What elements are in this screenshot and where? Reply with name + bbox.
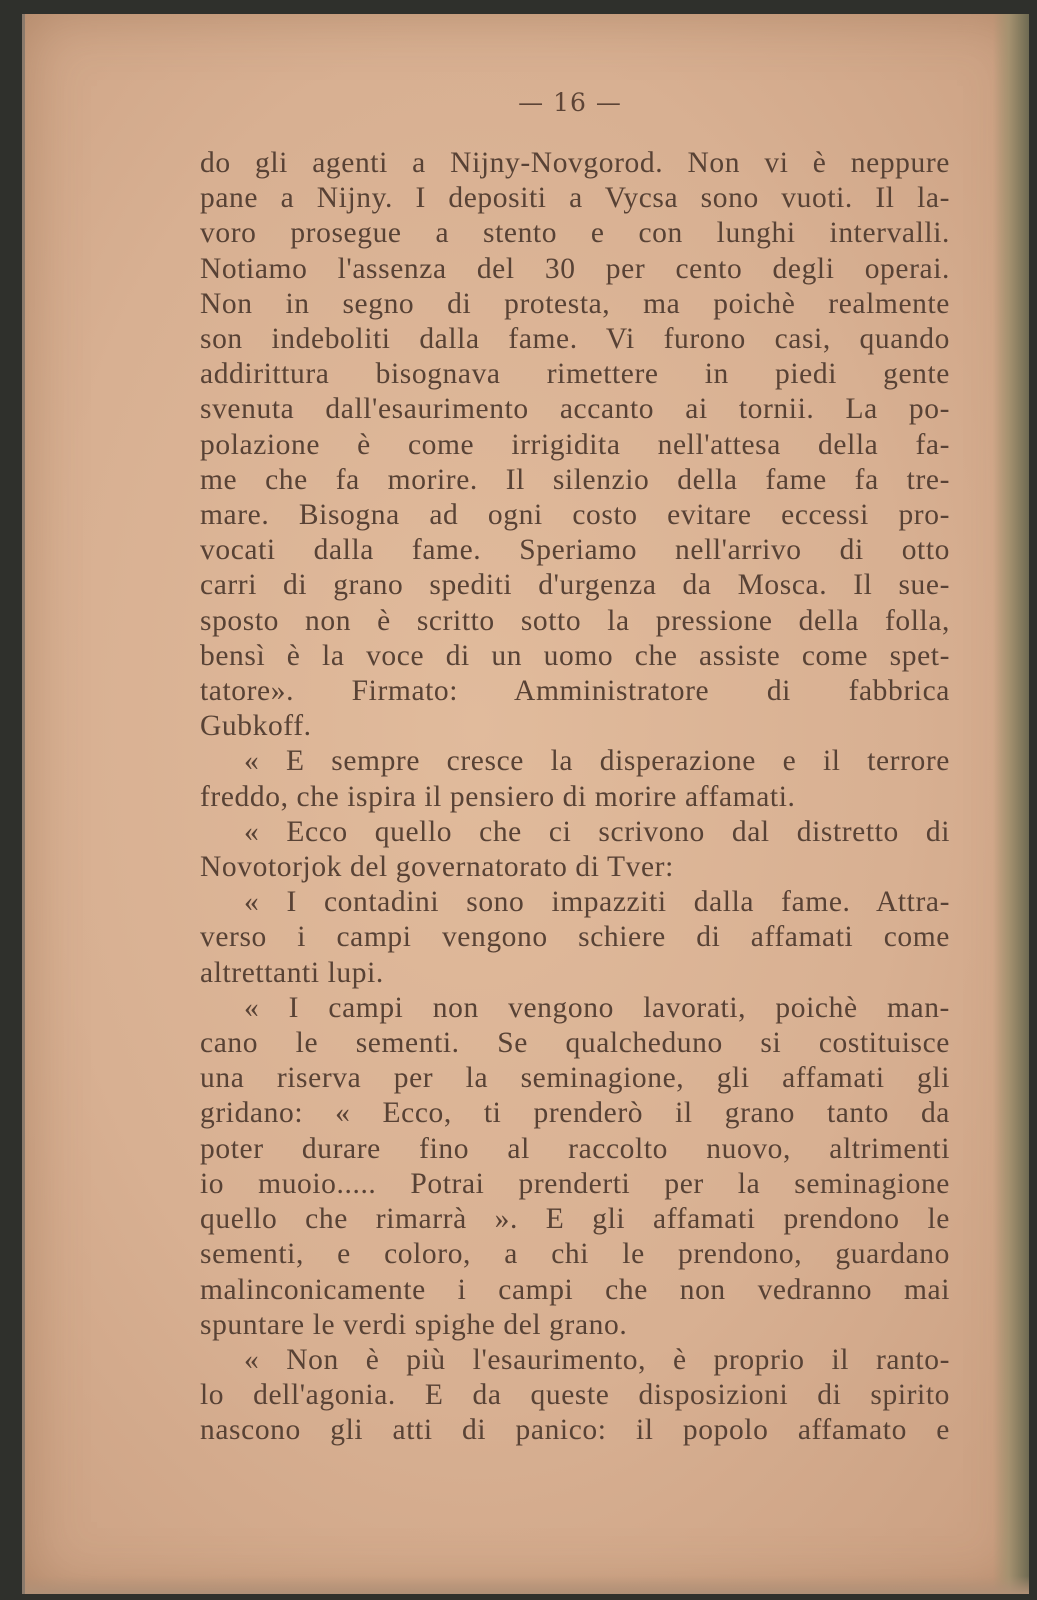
text-line: « Non è più l'esaurimento, è proprio il ranto-: [244, 1343, 950, 1376]
text-line: altrettanti lupi.: [200, 956, 384, 989]
text-line: verso i campi vengono schiere di affamati come: [200, 921, 950, 954]
text-line: freddo, che ispira il pensiero di morire affamati.: [200, 780, 796, 813]
text-line: « E sempre cresce la disperazione e il terrore: [244, 745, 950, 778]
text-line: spuntare le verdi spighe del grano.: [200, 1308, 628, 1341]
page-edge-right: [993, 14, 1029, 1594]
text-line: addirittura bisognava rimettere in piedi gente: [200, 358, 950, 391]
text-line: carri di grano spediti d'urgenza da Mosca. Il sue-: [200, 569, 950, 602]
text-line: polazione è come irrigidita nell'attesa della fa-: [200, 428, 950, 461]
text-line: tatore». Firmato: Amministratore di fabbrica: [200, 675, 950, 708]
text-line: malinconicamente i campi che non vedranno mai: [200, 1273, 950, 1306]
text-line: lo dell'agonia. E da queste disposizioni di spirito: [200, 1379, 950, 1412]
text-line: nascono gli atti di panico: il popolo affamato e: [200, 1414, 950, 1447]
text-line: do gli agenti a Nijny-Novgorod. Non vi è neppure: [200, 147, 950, 179]
text-line: sposto non è scritto sotto la pressione della folla,: [200, 604, 950, 637]
text-line: me che fa morire. Il silenzio della fame fa tre-: [200, 463, 950, 496]
text-line: « I campi non vengono lavorati, poichè man-: [244, 991, 950, 1024]
text-line: Non in segno di protesta, ma poichè realmente: [200, 287, 950, 320]
text-line: mare. Bisogna ad ogni costo evitare eccessi pro-: [200, 499, 950, 532]
text-line: quello che rimarrà ». E gli affamati prendono le: [200, 1203, 950, 1236]
text-line: « Ecco quello che ci scrivono dal distretto di: [244, 815, 950, 848]
text-line: poter durare fino al raccolto nuovo, altrimenti: [200, 1132, 950, 1165]
text-line: una riserva per la seminagione, gli affamati gli: [200, 1062, 950, 1095]
text-line: son indeboliti dalla fame. Vi furono casi, quando: [200, 323, 950, 356]
page-number: — 16 —: [518, 88, 622, 117]
text-line: Notiamo l'assenza del 30 per cento degli operai.: [200, 252, 950, 285]
text-line: svenuta dall'esaurimento accanto ai tornii. La po-: [200, 393, 950, 426]
text-line: bensì è la voce di un uomo che assiste come spet-: [200, 639, 950, 672]
page-edge-bottom: [25, 1576, 1029, 1594]
text-line: vocati dalla fame. Speriamo nell'arrivo di otto: [200, 534, 950, 567]
text-line: pane a Nijny. I depositi a Vycsa sono vuoti. Il la-: [200, 182, 950, 215]
text-line: cano le sementi. Se qualcheduno si costituisce: [200, 1027, 950, 1060]
text-line: voro prosegue a stento e con lunghi intervalli.: [200, 217, 950, 250]
text-line: Novotorjok del governatorato di Tver:: [200, 851, 674, 884]
text-line: Gubkoff.: [200, 710, 312, 743]
text-line: « I contadini sono impazziti dalla fame. Attra-: [244, 886, 950, 919]
text-line: sementi, e coloro, a chi le prendono, guardano: [200, 1238, 950, 1271]
text-line: gridano: « Ecco, ti prenderò il grano tanto da: [200, 1097, 950, 1130]
text-line: io muoio..... Potrai prenderti per la seminagione: [200, 1167, 950, 1200]
body-text: [200, 146, 950, 1449]
